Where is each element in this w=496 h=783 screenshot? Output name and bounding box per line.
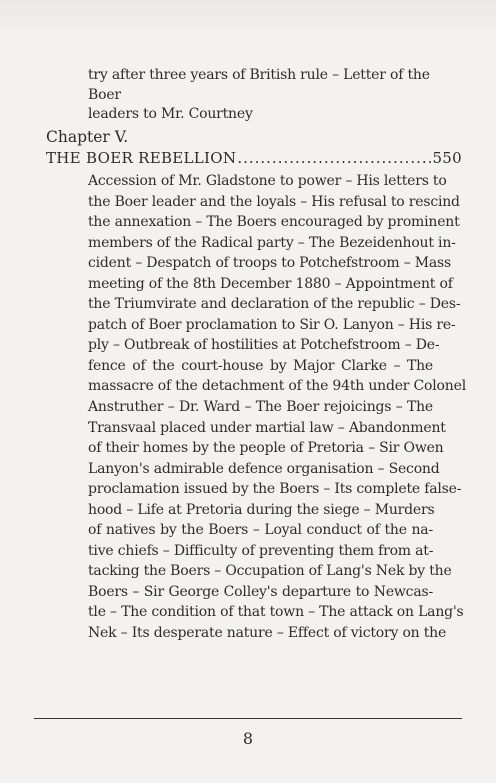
summary-line: fence of the court-house by Major Clarke – The: [88, 357, 433, 374]
summary-line: Transvaal placed under martial law – Abandonment: [88, 419, 446, 436]
summary-line: Nek – Its desperate nature – Effect of victory on the: [88, 625, 447, 642]
chapter-summary: [88, 171, 466, 644]
summary-line: Accession of Mr. Gladstone to power – His letters to: [88, 173, 447, 189]
chapter-page-number: 550: [432, 149, 462, 167]
summary-line: tacking the Boers – Occupation of Lang's Nek by the: [88, 563, 452, 580]
previous-chapter-summary-tail: [88, 66, 433, 125]
summary-line: the annexation – The Boers encouraged by prominent: [88, 214, 460, 231]
summary-line: Lanyon's admirable defence organisation – Second: [88, 460, 440, 477]
summary-line: leaders to Mr. Courtney: [88, 106, 253, 122]
summary-line: massacre of the detachment of the 94th under Colonel: [88, 378, 466, 395]
summary-line: tive chiefs – Difficulty of preventing them from at-: [88, 542, 434, 559]
summary-line: tle – The condition of that town – The attack on Lang's: [88, 604, 464, 621]
summary-line: ply – Outbreak of hostilities at Potchefstroom – De-: [88, 337, 440, 354]
summary-line: meeting of the 8th December 1880 – Appointment of: [88, 275, 453, 292]
summary-line: proclamation issued by the Boers – Its complete false-: [88, 481, 462, 498]
summary-line: the Boer leader and the loyals – His refusal to rescind: [88, 193, 460, 210]
chapter-entry: [46, 148, 462, 168]
dot-leader: [237, 148, 431, 168]
summary-line: of their homes by the people of Pretoria – Sir Owen: [88, 440, 444, 457]
summary-line: try after three years of British rule – Letter of the Boer: [88, 67, 430, 103]
footer-rule: [34, 718, 462, 719]
summary-line: of natives by the Boers – Loyal conduct of the na-: [88, 522, 433, 539]
chapter-title: THE BOER REBELLION: [46, 149, 237, 167]
show-through-text-shadow: [0, 0, 496, 40]
summary-line: hood – Life at Pretoria during the siege – Murders: [88, 501, 435, 518]
chapter-label: Chapter V.: [46, 128, 129, 146]
summary-line: the Triumvirate and declaration of the republic – Des-: [88, 296, 461, 313]
summary-line: members of the Radical party – The Bezeidenhout in-: [88, 234, 456, 251]
page-number: 8: [242, 729, 254, 748]
summary-line: Boers – Sir George Colley's departure to Newcas-: [88, 583, 433, 600]
summary-line: patch of Boer proclamation to Sir O. Lanyon – His re-: [88, 316, 456, 333]
summary-line: cident – Despatch of troops to Potchefstroom – Mass: [88, 255, 452, 272]
summary-line: Anstruther – Dr. Ward – The Boer rejoicings – The: [88, 399, 433, 416]
